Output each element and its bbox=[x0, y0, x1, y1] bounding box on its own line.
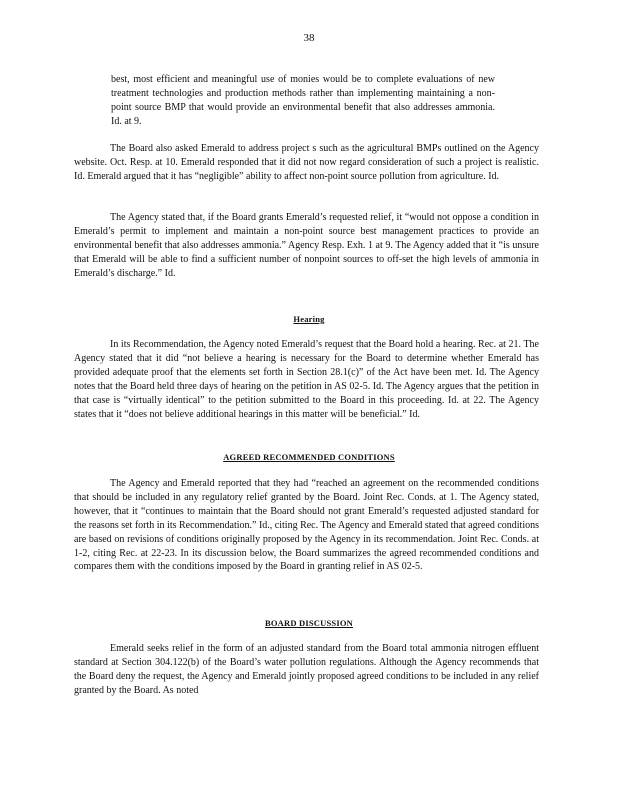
paragraph-board-asked: The Board also asked Emerald to address project s such as the agricultural BMPs outlined on the Agency website. Oct. Resp. at 10. Emerald responded that it did not now regard consideration of such a project is realistic. Id. Emerald argued that it has “negligible” ability to affect non-point source pollution from agriculture. Id. bbox=[74, 143, 539, 182]
heading-board-discussion: BOARD DISCUSSION bbox=[265, 618, 353, 628]
paragraph-agency-stated: The Agency stated that, if the Board grants Emerald’s requested relief, it “would not oppose a condition in Emerald’s permit to implement and maintain a non-point source best management practices to provide an environmental benefit that also addresses ammonia.” Agency Resp. Exh. 1 at 9. The Agency added that it “is unsure that Emerald will be able to find a sufficient number of nonpoint sources to off-set the high levels of ammonia in Emerald’s discharge.” Id. bbox=[74, 212, 539, 279]
page-number: 38 bbox=[303, 32, 315, 44]
paragraph-recommendation: In its Recommendation, the Agency noted Emerald’s request that the Board hold a hearing. Rec. at 21. The Agency stated that it did “not believe a hearing is necessary for the Board to determine whether Emerald has provided adequate proof that the elements set forth in Section 28.1(c)” of the Act have been met. Id. The Agency notes that the Board held three days of hearing on the petition in AS 02-5. Id. The Agency argues that the petition in that case is “virtually identical” to the petition submitted to the Board in this proceeding. Id. at 22. The Agency states that it “does not believe additional hearings in this matter will be beneficial.” Id. bbox=[74, 339, 539, 420]
heading-hearing: Hearing bbox=[293, 314, 325, 324]
heading-agreed-recommended-conditions: AGREED RECOMMENDED CONDITIONS bbox=[223, 452, 395, 462]
quoted-paragraph: best, most efficient and meaningful use of monies would be to complete evaluations of new treatment technologies and production methods rather than implementing maintaining a non-point source BMP that would provide an environmental benefit that also addresses ammonia. Id. at 9. bbox=[111, 74, 495, 127]
paragraph-emerald-seeks: Emerald seeks relief in the form of an adjusted standard from the Board total ammonia nitrogen effluent standard at Section 304.122(b) of the Board’s water pollution regulations. Although the Agency recommends that the Board deny the request, the Agency and Emerald jointly proposed agreed conditions to be included in any relief granted by the Board. As noted bbox=[74, 643, 539, 696]
paragraph-agreed-conditions: The Agency and Emerald reported that they had “reached an agreement on the recommended conditions that should be included in any regulatory relief granted by the Board. Joint Rec. Conds. at 1. The Agency stated, however, that it “continues to maintain that the Board should not grant Emerald’s requested adjusted standard for the reasons set forth in its Recommendation.” Id., citing Rec. The Agency and Emerald stated that agreed conditions are based on revisions of conditions originally proposed by the Agency in its recommendation. Joint Rec. Conds. at 1-2, citing Rec. at 22-23. In its discussion below, the Board summarizes the agreed recommended conditions and compares them with the conditions imposed by the Board in granting relief in AS 02-5. bbox=[74, 478, 539, 573]
